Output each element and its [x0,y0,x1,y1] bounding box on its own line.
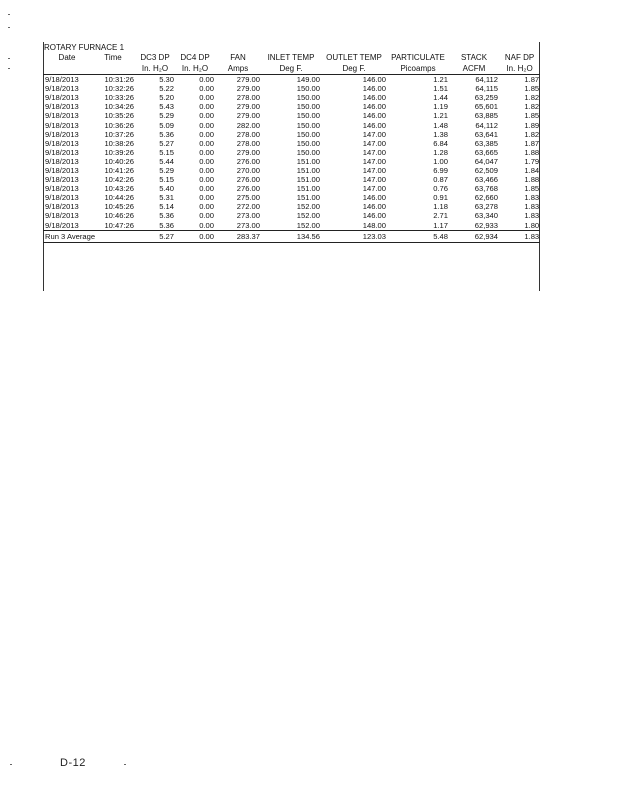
table-row [43,148,540,157]
table-cell: 147.00 [362,165,386,175]
table-cell: 278.00 [236,93,260,103]
table-cell: 1.85 [524,184,540,194]
table-cell: 5.14 [159,202,174,212]
table-cell: 5.36 [159,129,174,139]
average-cell: 1.83 [499,230,540,242]
table-cell: 0.76 [433,184,448,194]
table-cell: 64,047 [474,156,498,166]
table-cell: 279.00 [236,84,260,94]
table-row [43,130,540,139]
table-cell: 276.00 [236,175,260,185]
table-cell: 1.21 [433,111,448,121]
column-unit [43,63,91,75]
table-row [43,202,540,211]
table-cell: 151.00 [296,193,320,203]
table-cell: 279.00 [236,147,260,157]
table-cell: 1.85 [524,111,540,121]
table-cell: 150.00 [296,138,320,148]
table-row [43,166,540,175]
table-cell: 150.00 [296,93,320,103]
table-cell: 5.44 [159,156,174,166]
table-cell: 147.00 [362,138,386,148]
column-unit [91,63,135,75]
table-cell: 146.00 [362,193,386,203]
table-cell: 6.99 [433,165,448,175]
header-row-2 [43,63,540,75]
table-cell: 63,259 [474,93,498,103]
table-cell: 63,665 [474,147,498,157]
table-cell: 10:46:26 [104,211,134,221]
table-cell: 10:43:26 [104,184,134,194]
table-cell: 10:38:26 [104,138,134,148]
table-row [43,84,540,93]
table-cell: 146.00 [362,102,386,112]
table-cell: 64,112 [475,75,498,85]
table-cell: 279.00 [236,111,260,121]
average-cell: 283.37 [215,230,261,242]
table-cell: 279.00 [236,75,260,85]
table-cell: 9/18/2013 [45,175,79,185]
table-cell: 0.00 [199,165,214,175]
table-cell: 1.38 [433,129,448,139]
table-cell: 1.79 [524,156,540,166]
table-cell: 63,466 [474,175,498,185]
table-cell: 9/18/2013 [45,220,79,230]
page-number: D-12 [60,757,86,769]
table-cell: 273.00 [236,220,260,230]
average-cell: 5.48 [387,230,449,242]
table-cell: 63,768 [474,184,498,194]
average-cell: 123.03 [321,230,387,242]
column-unit: Deg F. [321,63,387,75]
column-header: STACK [460,53,488,62]
column-header: DC3 DP [140,53,170,62]
table-cell: 1.85 [524,84,540,94]
table-cell: 5.36 [159,220,174,230]
average-cell: 134.56 [261,230,321,242]
table-cell: 146.00 [362,84,386,94]
table-row [43,184,540,193]
table-cell: 9/18/2013 [45,156,79,166]
column-unit: In. H₂O [135,63,175,75]
rotary-furnace-table [43,42,540,243]
table-cell: 147.00 [362,129,386,139]
table-cell: 1.18 [433,202,448,212]
table-cell: 0.87 [433,175,448,185]
column-header: Time [104,53,122,62]
average-cell: 0.00 [175,230,215,242]
table-cell: 5.15 [159,175,174,185]
table-cell: 9/18/2013 [45,84,79,94]
table-cell: 5.29 [159,165,174,175]
table-cell: 63,641 [474,129,498,139]
table-cell: 1.87 [524,75,540,85]
table-cell: 62,660 [474,193,498,203]
table-cell: 0.00 [199,220,214,230]
table-cell: 152.00 [296,202,320,212]
table-cell: 9/18/2013 [45,93,79,103]
table-cell: 276.00 [236,184,260,194]
column-unit: Amps [215,63,261,75]
table-cell: 0.00 [199,147,214,157]
table-cell: 146.00 [362,202,386,212]
table-cell: 5.40 [159,184,174,194]
table-cell: 149.00 [296,75,320,85]
header-row-1 [43,52,540,63]
average-label: Run 3 Average [43,230,135,242]
column-header: FAN [230,53,246,62]
table-cell: 2.71 [433,211,448,221]
table-cell: 0.00 [199,75,214,85]
table-cell: 10:36:26 [104,120,134,130]
table-cell: 0.00 [199,202,214,212]
table-cell: 151.00 [296,175,320,185]
table-cell: 1.83 [524,202,540,212]
table-cell: 64,112 [475,120,498,130]
table-cell: 1.80 [524,220,540,230]
table-cell: 150.00 [296,147,320,157]
table-row [43,102,540,111]
table-cell: 10:47:26 [104,220,134,230]
table-cell: 150.00 [296,84,320,94]
column-header: Date [58,53,76,62]
table-cell: 9/18/2013 [45,120,79,130]
table-cell: 1.88 [524,175,540,185]
table-cell: 279.00 [236,102,260,112]
table-cell: 63,385 [474,138,498,148]
table-cell: 1.21 [433,75,448,85]
table-cell: 64,115 [475,84,498,94]
table-cell: 9/18/2013 [45,202,79,212]
table-cell: 65,601 [474,102,498,112]
table-cell: 10:44:26 [104,193,134,203]
table-cell: 5.43 [159,102,174,112]
table-cell: 1.88 [524,147,540,157]
table-cell: 9/18/2013 [45,129,79,139]
average-cell: 62,934 [449,230,499,242]
table-cell: 0.00 [199,193,214,203]
table-cell: 9/18/2013 [45,102,79,112]
table-row [43,221,540,231]
table-body [43,75,540,231]
table-cell: 9/18/2013 [45,75,79,85]
table-cell: 5.36 [159,211,174,221]
table-cell: 5.31 [159,193,174,203]
table-cell: 1.48 [433,120,448,130]
table-cell: 5.22 [159,84,174,94]
table-cell: 10:41:26 [104,165,134,175]
table-cell: 0.00 [199,156,214,166]
table-row [43,139,540,148]
table-cell: 5.15 [159,147,174,157]
table-row [43,111,540,120]
table-cell: 63,278 [474,202,498,212]
table-cell: 1.44 [433,93,448,103]
table-cell: 10:40:26 [104,156,134,166]
table-cell: 9/18/2013 [45,138,79,148]
table-cell: 1.84 [524,165,540,175]
table-cell: 9/18/2013 [45,111,79,121]
table-cell: 10:37:26 [104,129,134,139]
column-header: PARTICULATE [391,53,445,62]
table-cell: 1.82 [524,102,540,112]
table-cell: 0.00 [199,102,214,112]
table-cell: 0.91 [433,193,448,203]
table-cell: 5.27 [159,138,174,148]
table-cell: 0.00 [199,184,214,194]
table-title: ROTARY FURNACE 1 [44,42,125,52]
table-cell: 272.00 [236,202,260,212]
table-cell: 146.00 [362,93,386,103]
table-cell: 10:42:26 [104,175,134,185]
table-row [43,75,540,85]
table-cell: 10:34:26 [104,102,134,112]
table-cell: 10:39:26 [104,147,134,157]
table-cell: 151.00 [296,156,320,166]
column-header: NAF DP [504,53,535,62]
table-cell: 1.82 [524,93,540,103]
table-cell: 9/18/2013 [45,211,79,221]
table-cell: 147.00 [362,184,386,194]
table-cell: 63,885 [474,111,498,121]
table-row [43,193,540,202]
table-cell: 0.00 [199,211,214,221]
table-cell: 146.00 [362,211,386,221]
table-cell: 0.00 [199,93,214,103]
table-cell: 276.00 [236,156,260,166]
table-cell: 0.00 [199,138,214,148]
table-row [43,120,540,129]
table-cell: 1.17 [433,220,448,230]
column-unit: ACFM [449,63,499,75]
table-cell: 147.00 [362,156,386,166]
table-cell: 5.09 [159,120,174,130]
table-cell: 1.89 [524,120,540,130]
table-cell: 9/18/2013 [45,147,79,157]
table-row [43,93,540,102]
table-cell: 270.00 [236,165,260,175]
table-cell: 152.00 [296,211,320,221]
column-unit: Deg F. [261,63,321,75]
table-cell: 146.00 [362,120,386,130]
table-cell: 63,340 [474,211,498,221]
table-row [43,157,540,166]
column-unit: In. H₂O [175,63,215,75]
margin-mark-bottom [10,764,12,765]
data-table-container [43,42,540,243]
table-cell: 146.00 [362,111,386,121]
column-header: INLET TEMP [267,53,315,62]
table-cell: 0.00 [199,175,214,185]
table-cell: 0.00 [199,84,214,94]
margin-mark-bottom-2 [124,764,126,765]
table-cell: 278.00 [236,138,260,148]
table-cell: 6.84 [433,138,448,148]
table-row [43,175,540,184]
table-cell: 151.00 [296,165,320,175]
table-cell: 1.51 [433,84,448,94]
table-cell: 10:45:26 [104,202,134,212]
table-cell: 147.00 [362,175,386,185]
average-cell: 5.27 [135,230,175,242]
table-cell: 10:33:26 [104,93,134,103]
table-cell: 1.28 [433,147,448,157]
table-cell: 151.00 [296,184,320,194]
table-cell: 62,509 [474,165,498,175]
table-cell: 1.82 [524,129,540,139]
table-cell: 1.87 [524,138,540,148]
table-cell: 10:32:26 [104,84,134,94]
table-cell: 147.00 [362,147,386,157]
table-cell: 62,933 [474,220,498,230]
table-cell: 1.83 [524,193,540,203]
table-cell: 0.00 [199,129,214,139]
table-cell: 0.00 [199,111,214,121]
table-cell: 9/18/2013 [45,193,79,203]
table-cell: 5.20 [159,93,174,103]
column-unit: In. H₂O [499,63,540,75]
table-cell: 0.00 [199,120,214,130]
column-header: DC4 DP [180,53,210,62]
table-cell: 10:35:26 [104,111,134,121]
table-cell: 10:31:26 [104,75,134,85]
table-cell: 1.19 [433,102,448,112]
table-cell: 1.83 [524,211,540,221]
table-cell: 275.00 [236,193,260,203]
table-cell: 9/18/2013 [45,184,79,194]
column-unit: Picoamps [387,63,449,75]
table-cell: 9/18/2013 [45,165,79,175]
column-header: OUTLET TEMP [326,53,382,62]
table-row [43,211,540,220]
table-cell: 150.00 [296,120,320,130]
table-cell: 1.00 [433,156,448,166]
table-cell: 152.00 [296,220,320,230]
table-cell: 150.00 [296,129,320,139]
table-cell: 278.00 [236,129,260,139]
table-cell: 5.29 [159,111,174,121]
table-cell: 150.00 [296,111,320,121]
table-cell: 273.00 [236,211,260,221]
average-row [43,230,540,242]
table-cell: 5.30 [159,75,174,85]
table-cell: 282.00 [236,120,260,130]
table-cell: 150.00 [296,102,320,112]
table-cell: 148.00 [362,220,386,230]
table-cell: 146.00 [362,75,386,85]
